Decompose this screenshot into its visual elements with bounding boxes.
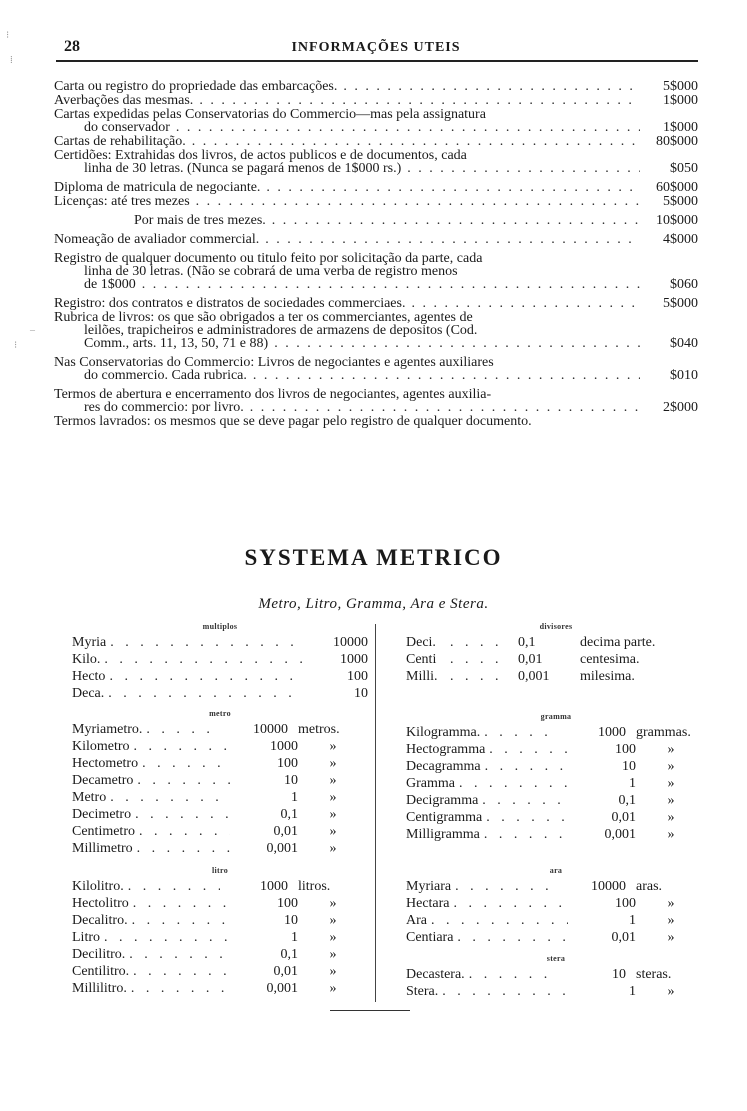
unit-value: 10	[284, 913, 298, 928]
leader-dots	[459, 775, 568, 792]
leader-dots	[343, 80, 640, 93]
ditto-mark: »	[329, 824, 337, 839]
unit-name: Litro	[72, 930, 100, 945]
ditto-mark: »	[667, 930, 675, 945]
unit-name: Centimetro	[72, 824, 135, 839]
unit-name: Milligramma	[406, 827, 480, 842]
unit-value: 10	[284, 773, 298, 788]
group-label: divisores	[539, 622, 573, 631]
leader-dots	[274, 337, 640, 350]
fee-text: Registro: dos contratos e distratos de sociedades commerciaes.	[54, 296, 406, 311]
ditto-mark: »	[667, 759, 675, 774]
fee-text: do commercio. Cada rubrica.	[84, 368, 247, 383]
fee-text: Carta ou registro do propriedade das embarcações.	[54, 79, 338, 94]
table-row	[406, 826, 706, 843]
unit-label: steras.	[636, 967, 672, 982]
table-row	[72, 685, 368, 702]
ditto-mark: »	[667, 984, 675, 999]
unit-name: Decalitro.	[72, 913, 128, 928]
table-row	[406, 758, 706, 775]
leader-dots	[128, 878, 220, 895]
fee-price: 4$000	[663, 232, 698, 247]
fee-price: $060	[670, 277, 698, 292]
unit-name: Decigramma	[406, 793, 479, 808]
fee-price: $040	[670, 336, 698, 351]
leader-dots	[176, 121, 640, 134]
fee-price: 60$000	[656, 180, 698, 195]
unit-name: Myriametro.	[72, 722, 143, 737]
unit-name: Milli.	[406, 669, 438, 684]
scan-artifact: –	[30, 325, 35, 336]
unit-description: decima parte.	[580, 635, 656, 650]
unit-value: 1	[629, 776, 636, 791]
page-number: 28	[64, 38, 80, 55]
leader-dots	[104, 651, 304, 668]
unit-name: Hectolitro	[72, 896, 129, 911]
unit-name: Ara	[406, 913, 427, 928]
unit-label: litros.	[298, 879, 331, 894]
section-title: SYSTEMA METRICO	[244, 545, 503, 570]
fee-item	[54, 297, 698, 310]
unit-name: Kilogramma.	[406, 725, 481, 740]
leader-dots	[132, 912, 230, 929]
fee-item	[54, 94, 698, 107]
leader-dots	[454, 895, 568, 912]
ditto-mark: »	[667, 827, 675, 842]
multiplos-table	[72, 620, 368, 702]
unit-value: 1000	[270, 739, 298, 754]
stera-table	[406, 952, 706, 1000]
bottom-rule	[330, 1010, 410, 1011]
fee-item	[54, 108, 698, 134]
ditto-mark: »	[667, 896, 675, 911]
litro-table	[72, 864, 368, 997]
fee-text: do conservador	[84, 120, 170, 135]
table-row	[406, 929, 706, 946]
fee-price: 5$000	[663, 194, 698, 209]
unit-name: Decilitro.	[72, 947, 126, 962]
leader-dots	[131, 980, 230, 997]
table-row	[72, 806, 368, 823]
leader-dots	[250, 401, 640, 414]
table-row	[72, 651, 368, 668]
leader-dots	[108, 685, 304, 702]
leader-dots	[104, 929, 230, 946]
leader-dots	[129, 946, 230, 963]
unit-value: 10000	[253, 722, 288, 737]
leader-dots	[411, 297, 640, 310]
table-row	[72, 963, 368, 980]
fee-price: 5$000	[663, 79, 698, 94]
leader-dots	[457, 929, 568, 946]
unit-value: 10	[612, 967, 626, 982]
header-rule	[56, 60, 698, 62]
leader-dots	[484, 826, 568, 843]
ditto-mark: »	[667, 793, 675, 808]
unit-value: 0,001	[266, 981, 298, 996]
unit-value: 1000	[598, 725, 626, 740]
table-row	[72, 895, 368, 912]
leader-dots	[482, 792, 568, 809]
unit-name: Kilo.	[72, 652, 101, 667]
unit-name: Metro	[72, 790, 107, 805]
fee-item	[54, 195, 698, 208]
unit-name: Gramma	[406, 776, 455, 791]
ditto-mark: »	[329, 930, 337, 945]
unit-value: 0,001	[266, 841, 298, 856]
table-row	[72, 929, 368, 946]
fee-item	[54, 181, 698, 194]
unit-value: 0,1	[618, 793, 636, 808]
unit-name: Millilitro.	[72, 981, 127, 996]
ditto-mark: »	[329, 773, 337, 788]
unit-name: Deci.	[406, 635, 436, 650]
table-row	[72, 772, 368, 789]
table-row	[406, 792, 706, 809]
leader-dots	[407, 162, 640, 175]
fee-text: linha de 30 letras. (Não se cobrará de uma verba de registro menos	[84, 264, 458, 279]
leader-dots	[137, 840, 230, 857]
table-row	[406, 724, 706, 741]
table-row	[406, 912, 706, 929]
unit-value: 10	[354, 686, 368, 701]
leader-dots	[485, 758, 568, 775]
fee-item	[54, 356, 698, 382]
leader-dots	[455, 878, 558, 895]
leader-dots	[450, 668, 510, 685]
table-row	[406, 895, 706, 912]
table-row	[72, 823, 368, 840]
fee-text: leilões, trapicheiros e administradores de armazens de depositos (Cod.	[84, 323, 478, 338]
leader-dots	[265, 233, 640, 246]
fee-item	[54, 80, 698, 93]
ditto-mark: »	[329, 947, 337, 962]
unit-name: Hectometro	[72, 756, 139, 771]
leader-dots	[450, 651, 510, 668]
table-row	[72, 912, 368, 929]
unit-description: centesima.	[580, 652, 640, 667]
running-head: INFORMAÇÕES UTEIS	[291, 40, 461, 55]
unit-name: Myriara	[406, 879, 452, 894]
leader-dots	[137, 772, 230, 789]
page-header	[56, 38, 696, 58]
table-row	[72, 840, 368, 857]
fee-price: 80$000	[656, 134, 698, 149]
ditto-mark: »	[329, 896, 337, 911]
unit-name: Stera.	[406, 984, 439, 999]
fee-text: Registro de qualquer documento ou titulo feito por solicitação da parte, cada	[54, 251, 483, 266]
unit-value: 0,001	[518, 669, 550, 684]
group-label: stera	[546, 954, 566, 963]
fee-text: Nas Conservatorias do Commercio: Livros de negociantes e agentes auxiliares	[54, 355, 494, 370]
leader-dots	[442, 983, 568, 1000]
unit-name: Centiara	[406, 930, 454, 945]
section-subtitle: Metro, Litro, Gramma, Ara e Stera.	[258, 596, 489, 612]
table-row	[406, 651, 706, 668]
leader-dots	[142, 755, 230, 772]
leader-dots	[139, 823, 230, 840]
unit-value: 100	[615, 742, 636, 757]
table-row	[406, 775, 706, 792]
fee-text: Termos de abertura e encerramento dos livros de negociantes, agentes auxilia-	[54, 387, 492, 402]
unit-label: aras.	[636, 879, 663, 894]
unit-value: 1000	[260, 879, 288, 894]
table-row	[72, 721, 368, 738]
unit-value: 10000	[333, 635, 368, 650]
unit-name: Kilometro	[72, 739, 130, 754]
fee-item	[54, 149, 698, 175]
table-row	[406, 634, 706, 651]
unit-value: 0,001	[604, 827, 636, 842]
leader-dots	[133, 895, 230, 912]
unit-name: Millimetro	[72, 841, 133, 856]
fee-item	[54, 388, 698, 414]
unit-value: 100	[277, 756, 298, 771]
ditto-mark: »	[667, 913, 675, 928]
leader-dots	[135, 806, 230, 823]
unit-value: 1	[291, 930, 298, 945]
fee-item	[54, 252, 698, 291]
table-row	[72, 946, 368, 963]
ditto-mark: »	[329, 790, 337, 805]
leader-dots	[253, 369, 640, 382]
fee-price: 1$000	[663, 93, 698, 108]
unit-label: metros.	[298, 722, 340, 737]
leader-dots	[199, 94, 640, 107]
unit-name: Deca.	[72, 686, 105, 701]
fee-text: Nomeação de avaliador commercial.	[54, 232, 260, 247]
table-row	[406, 741, 706, 758]
ditto-mark: »	[329, 739, 337, 754]
ditto-mark: »	[329, 964, 337, 979]
group-label: metro	[209, 709, 231, 718]
fee-text: Rubrica de livros: os que são obrigados a ter os commerciantes, agentes de	[54, 310, 473, 325]
ditto-mark: »	[329, 841, 337, 856]
table-row	[72, 789, 368, 806]
fee-text: Por mais de tres mezes.	[134, 213, 266, 228]
fee-text: Comm., arts. 11, 13, 50, 71 e 88)	[84, 336, 269, 351]
unit-value: 0,01	[611, 810, 636, 825]
unit-name: Decametro	[72, 773, 134, 788]
unit-value: 100	[615, 896, 636, 911]
ditto-mark: »	[667, 810, 675, 825]
unit-value: 10000	[591, 879, 626, 894]
table-row	[72, 668, 368, 685]
unit-value: 100	[347, 669, 368, 684]
leader-dots	[489, 741, 568, 758]
unit-name: Kilolitro.	[72, 879, 124, 894]
fee-list	[54, 80, 698, 429]
fee-text: Cartas de rehabilitação.	[54, 134, 186, 149]
table-row	[72, 738, 368, 755]
unit-description: milesima.	[580, 669, 635, 684]
ditto-mark: »	[667, 776, 675, 791]
table-row	[406, 878, 706, 895]
leader-dots	[110, 789, 230, 806]
unit-value: 0,01	[518, 652, 543, 667]
fee-text: Averbações das mesmas.	[54, 93, 194, 108]
fee-price: 5$000	[663, 296, 698, 311]
table-row	[406, 809, 706, 826]
table-row	[72, 755, 368, 772]
unit-value: 1000	[340, 652, 368, 667]
fee-text: Licenças: até tres mezes	[54, 194, 190, 209]
unit-value: 1	[629, 984, 636, 999]
unit-value: 0,1	[280, 947, 298, 962]
fee-item	[54, 135, 698, 148]
unit-name: Myria	[72, 635, 107, 650]
ditto-mark: »	[329, 913, 337, 928]
unit-name: Hecto	[72, 669, 106, 684]
unit-value: 100	[277, 896, 298, 911]
unit-name: Hectogramma	[406, 742, 486, 757]
unit-name: Decimetro	[72, 807, 132, 822]
leader-dots	[196, 195, 640, 208]
leader-dots	[266, 181, 640, 194]
unit-name: Decagramma	[406, 759, 481, 774]
leader-dots	[146, 721, 220, 738]
unit-value: 1	[291, 790, 298, 805]
unit-value: 0,01	[273, 824, 298, 839]
table-row	[72, 980, 368, 997]
fee-text: Diploma de matricula de negociante.	[54, 180, 261, 195]
unit-name: Centigramma	[406, 810, 483, 825]
group-label: ara	[549, 866, 563, 875]
unit-value: 0,01	[273, 964, 298, 979]
group-label: litro	[211, 866, 228, 875]
unit-value: 0,1	[280, 807, 298, 822]
fee-item	[54, 415, 698, 428]
unit-value: 0,01	[611, 930, 636, 945]
unit-value: 10	[622, 759, 636, 774]
ditto-mark: »	[329, 756, 337, 771]
fee-text: res do commercio: por livro.	[84, 400, 244, 415]
scan-artifact: ⁞	[10, 55, 13, 66]
fee-item	[54, 214, 698, 227]
unit-label: grammas.	[636, 725, 691, 740]
fee-text: de 1$000	[84, 277, 136, 292]
table-row	[72, 878, 368, 895]
unit-name: Hectara	[406, 896, 450, 911]
table-row	[406, 966, 706, 983]
leader-dots	[192, 135, 640, 148]
unit-name: Centilitro.	[72, 964, 130, 979]
fee-text: linha de 30 letras. (Nunca se pagará menos de 1$000 rs.)	[84, 161, 402, 176]
ditto-mark: »	[329, 807, 337, 822]
fee-item	[54, 311, 698, 350]
table-row	[72, 634, 368, 651]
fee-price: 1$000	[663, 120, 698, 135]
divisores-table	[406, 620, 706, 685]
fee-price: $010	[670, 368, 698, 383]
unit-value: 1	[629, 913, 636, 928]
fee-item	[54, 233, 698, 246]
leader-dots	[469, 966, 558, 983]
table-row	[406, 983, 706, 1000]
unit-name: Centi	[406, 652, 437, 667]
leader-dots	[109, 668, 304, 685]
table-row	[406, 668, 706, 685]
leader-dots	[486, 809, 568, 826]
fee-price: $050	[670, 161, 698, 176]
unit-name: Decastera.	[406, 967, 465, 982]
leader-dots	[484, 724, 558, 741]
fee-price: 10$000	[656, 213, 698, 228]
scan-artifact: ⁝	[14, 340, 18, 351]
leader-dots	[142, 278, 640, 291]
leader-dots	[450, 634, 510, 651]
column-divider	[375, 624, 376, 1002]
gramma-table	[406, 710, 706, 843]
fee-text: Cartas expedidas pelas Conservatorias do Commercio—mas pela assignatura	[54, 107, 486, 122]
ditto-mark: »	[329, 981, 337, 996]
fee-price: 2$000	[663, 400, 698, 415]
leader-dots	[133, 963, 230, 980]
unit-value: 0,1	[518, 635, 536, 650]
ditto-mark: »	[667, 742, 675, 757]
fee-text: Certidões: Extrahidas dos livros, de actos publicos e de documentos, cada	[54, 148, 467, 163]
group-label: gramma	[540, 712, 572, 721]
group-label: multiplos	[202, 622, 238, 631]
leader-dots	[272, 214, 640, 227]
leader-dots	[134, 738, 230, 755]
leader-dots	[431, 912, 568, 929]
metro-table	[72, 707, 368, 857]
ara-table	[406, 864, 706, 946]
scan-artifact: ⁝	[6, 30, 10, 41]
fee-text: Termos lavrados: os mesmos que se deve pagar pelo registro de qualquer documento.	[54, 414, 532, 429]
leader-dots	[110, 634, 304, 651]
